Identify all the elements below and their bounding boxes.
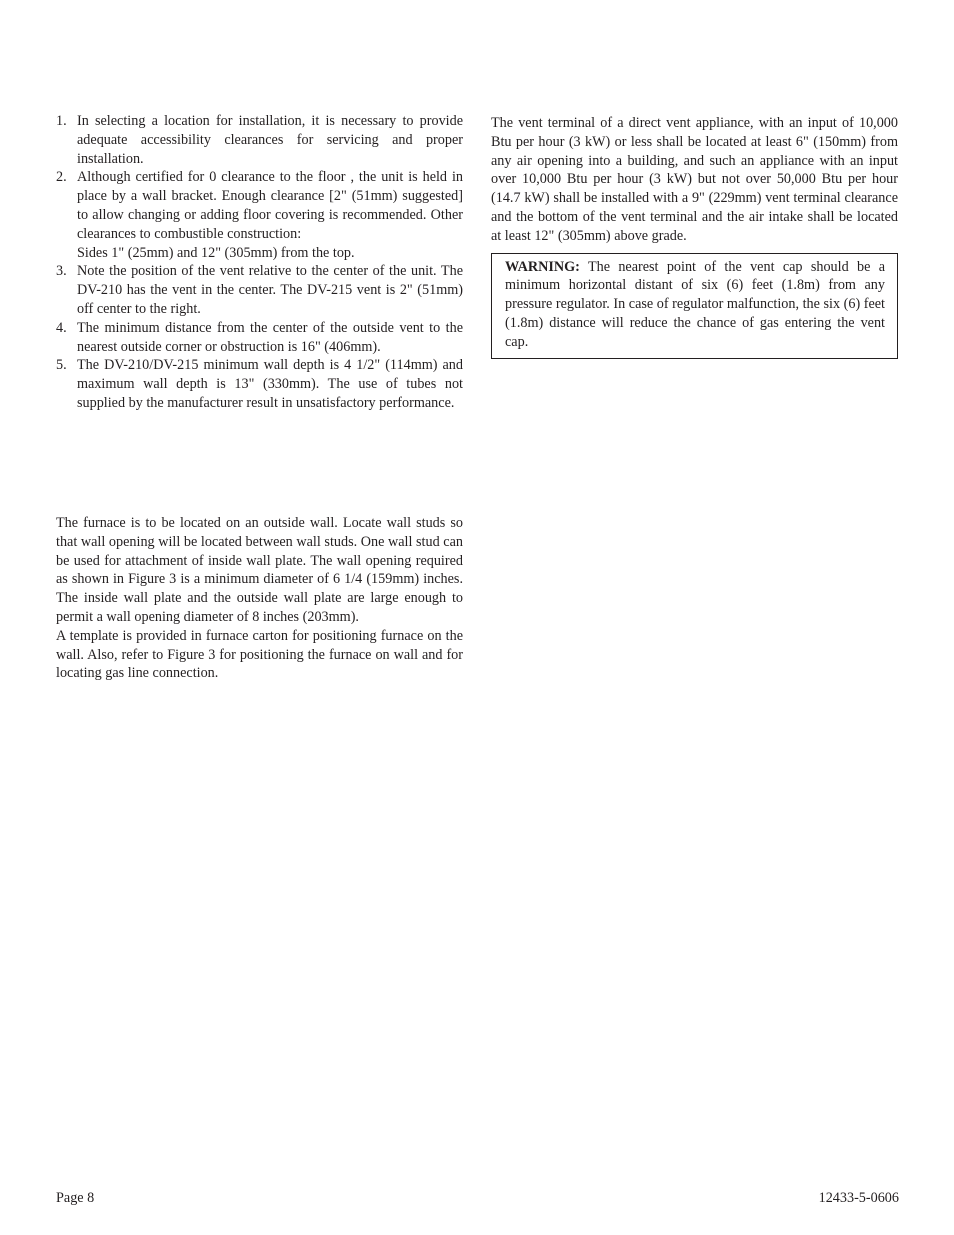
- requirements-list: [56, 112, 463, 413]
- list-text: Note the position of the vent relative to the center of the unit. The DV-210 has the vent in the center. The DV-215 vent is 2" (51mm) off center to the right.: [77, 263, 463, 317]
- list-number: 4.: [56, 319, 67, 336]
- list-item: [56, 112, 463, 168]
- wall-location-paragraph: The furnace is to be located on an outside wall. Locate wall studs so that wall opening will be located between wall studs. One wall stud can be used for attachment of inside wall plate. The wall opening required as shown in Figure 3 is a minimum diameter of 6 1/4 (159mm) inches. The inside wall plate and the outside wall plate are large enough to permit a wall opening diameter of 8 inches (203mm).: [56, 515, 463, 625]
- wall-location-section: [56, 514, 463, 683]
- list-number: 3.: [56, 263, 67, 280]
- list-text: Although certified for 0 clearance to the floor , the unit is held in place by a wall bracket. Enough clearance [2" (51mm) suggested] to allow changing or adding floor covering is recommended. Other clearances to combustible construction:: [77, 169, 463, 242]
- list-item: [56, 168, 463, 262]
- page-number: Page 8: [56, 1190, 95, 1206]
- warning-label: WARNING:: [505, 258, 580, 275]
- template-paragraph: A template is provided in furnace carton for positioning furnace on the wall. Also, refer to Figure 3 for positioning the furnace on wall and for locating gas line connection.: [56, 627, 463, 682]
- warning-box: [491, 253, 898, 359]
- list-number: 2.: [56, 169, 67, 186]
- list-item: [56, 319, 463, 357]
- list-text: The DV-210/DV-215 minimum wall depth is 4 1/2" (114mm) and maximum wall depth is 13" (330mm). The use of tubes not supplied by the manufacturer result in unsatisfactory performance.: [77, 357, 463, 411]
- list-item: [56, 356, 463, 412]
- requirements-column: [56, 112, 463, 413]
- list-text: In selecting a location for installation, it is necessary to provide adequate accessibility clearances for servicing and proper installation.: [77, 113, 463, 167]
- list-number: 1.: [56, 113, 67, 129]
- warning-text: The nearest point of the vent cap should be a minimum horizontal distant of six (6) feet (1.8m) from any pressure regulator. In case of regulator malfunction, the six (6) feet (1.8m) distance will reduce the chance of gas entering the vent cap.: [505, 258, 885, 350]
- list-number: 5.: [56, 357, 67, 374]
- document-number: 12433-5-0606: [818, 1190, 899, 1206]
- list-subline: Sides 1" (25mm) and 12" (305mm) from the top.: [77, 244, 355, 261]
- vent-terminal-column: [491, 114, 898, 359]
- vent-terminal-paragraph: The vent terminal of a direct vent appliance, with an input of 10,000 Btu per hour (3 kW) or less shall be located at least 6" (150mm) from any air opening into a building, and such an appliance with an input over 10,000 Btu per hour (3 kW) but not over 50,000 Btu per hour (14.7 kW) shall be installed with a 9" (229mm) vent terminal clearance and the bottom of the vent terminal and the air intake shall be located at least 12" (305mm) above grade.: [491, 115, 898, 244]
- list-item: [56, 262, 463, 318]
- list-text: The minimum distance from the center of the outside vent to the nearest outside corner or obstruction is 16" (406mm).: [77, 319, 463, 355]
